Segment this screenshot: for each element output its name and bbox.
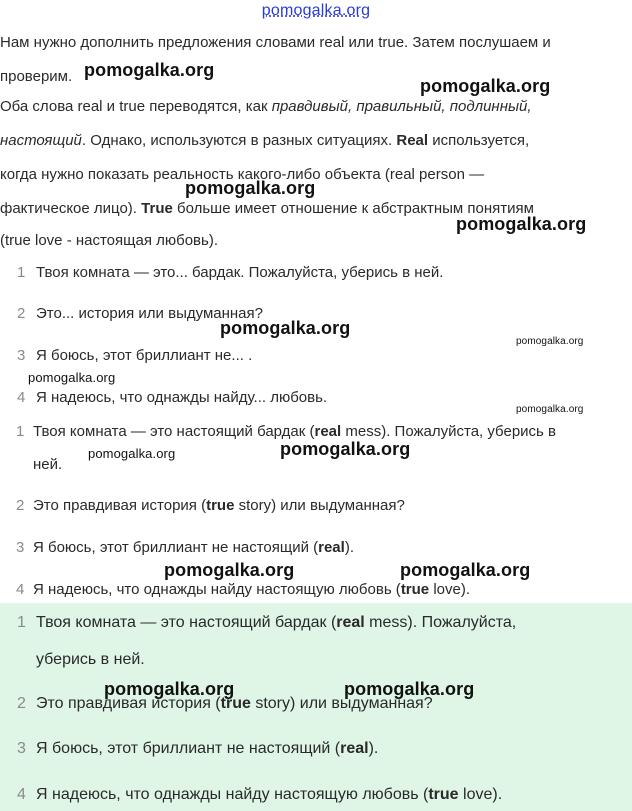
watermark: pomogalka.org xyxy=(420,76,551,96)
watermark: pomogalka.org xyxy=(88,446,176,461)
answer-item-4: 4 Я надеюсь, что однажды найду настоящую любовь (true love). xyxy=(16,581,471,598)
watermark: pomogalka.org xyxy=(164,560,295,580)
watermark: pomogalka.org xyxy=(456,214,587,234)
watermark: pomogalka.org xyxy=(28,370,116,385)
exercise-item-2: 2 Это... история или выдуманная? xyxy=(17,305,263,322)
watermark: pomogalka.org xyxy=(280,439,411,459)
watermark: pomogalka.org xyxy=(185,178,316,198)
answer-item-2: 2 Это правдивая история (true story) или выдуманная? xyxy=(16,497,405,514)
answer-item-1: 1 Твоя комната — это настоящий бардак (real mess). Пожалуйста, уберись в xyxy=(16,423,556,440)
answer-item-1-line-2: ней. xyxy=(33,456,63,473)
watermark: pomogalka.org xyxy=(400,560,531,580)
green-answer-item-4: 4 Я надеюсь, что однажды найду настоящую любовь (true love). xyxy=(17,786,503,803)
green-answer-item-3: 3 Я боюсь, этот бриллиант не настоящий (real). xyxy=(17,740,379,757)
watermark: pomogalka.org xyxy=(516,404,584,415)
watermark: pomogalka.org xyxy=(344,679,475,699)
intro-p2-line-2: настоящий. Однако, используются в разных ситуациях. Real используется, xyxy=(0,132,530,149)
intro-p2-line-5: (true love - настоящая любовь). xyxy=(0,232,219,249)
watermark: pomogalka.org xyxy=(84,60,215,80)
exercise-item-4: 4 Я надеюсь, что однажды найду... любовь. xyxy=(17,389,328,406)
watermark: pomogalka.org xyxy=(104,679,235,699)
top-watermark: pomogalka.org xyxy=(261,2,371,19)
green-answer-item-1-line-2: уберись в ней. xyxy=(36,651,145,668)
intro-p2-line-1: Оба слова real и true переводятся, как правдивый, правильный, подлинный, xyxy=(0,98,532,115)
green-answer-item-1: 1 Твоя комната — это настоящий бардак (real mess). Пожалуйста, xyxy=(17,614,517,631)
exercise-item-1: 1 Твоя комната — это... бардак. Пожалуйста, уберись в ней. xyxy=(17,264,444,281)
watermark: pomogalka.org xyxy=(516,336,584,347)
intro-line-1: Нам нужно дополнить предложения словами real или true. Затем послушаем и xyxy=(0,34,551,51)
answer-item-3: 3 Я боюсь, этот бриллиант не настоящий (real). xyxy=(16,539,354,556)
intro-p2-line-4: фактическое лицо). True больше имеет отношение к абстрактным понятиям xyxy=(0,200,534,217)
watermark: pomogalka.org xyxy=(220,318,351,338)
intro-line-2: проверим. xyxy=(0,68,73,85)
exercise-item-3: 3 Я боюсь, этот бриллиант не... . xyxy=(17,347,253,364)
green-answer-item-2: 2 Это правдивая история (true story) или выдуманная? xyxy=(17,695,433,712)
intro-p2-line-3: когда нужно показать реальность какого-либо объекта (real person — xyxy=(0,166,485,183)
